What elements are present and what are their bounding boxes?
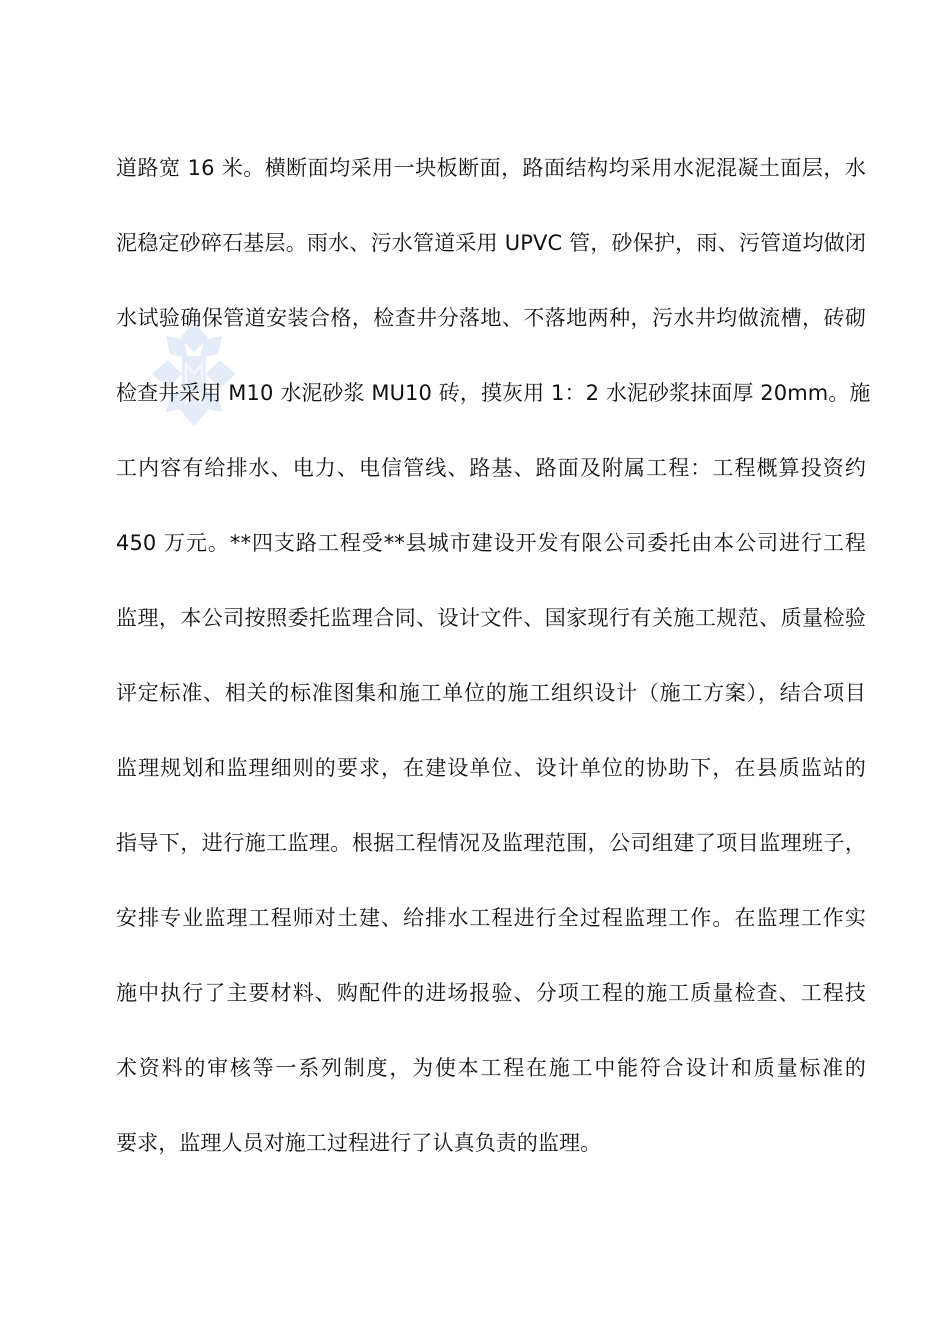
text-line: 450 万元。**四支路工程受**县城市建设开发有限公司委托由本公司进行工程: [116, 531, 866, 555]
text-line: 安排专业监理工程师对土建、给排水工程进行全过程监理工作。在监理工作实: [116, 906, 866, 930]
text-line: 施中执行了主要材料、购配件的进场报验、分项工程的施工质量检查、工程技: [116, 981, 866, 1005]
text-line: 工内容有给排水、电力、电信管线、路基、路面及附属工程：工程概算投资约: [116, 456, 866, 480]
text-line: 泥稳定砂碎石基层。雨水、污水管道采用 UPVC 管，砂保护，雨、污管道均做闭: [116, 231, 866, 255]
text-line: 要求，监理人员对施工过程进行了认真负责的监理。: [116, 1131, 602, 1155]
text-line: 监理，本公司按照委托监理合同、设计文件、国家现行有关施工规范、质量检验: [116, 606, 866, 630]
text-line: 水试验确保管道安装合格，检查井分落地、不落地两种，污水井均做流槽，砖砌: [116, 306, 866, 330]
text-line: 检查井采用 M10 水泥砂浆 MU10 砖，摸灰用 1：2 水泥砂浆抹面厚 20mm。施: [116, 381, 871, 405]
text-line: 监理规划和监理细则的要求，在建设单位、设计单位的协助下，在县质监站的: [116, 756, 866, 780]
text-line: 指导下，进行施工监理。根据工程情况及监理范围，公司组建了项目监理班子，: [116, 831, 866, 855]
text-line: 道路宽 16 米。横断面均采用一块板断面，路面结构均采用水泥混凝土面层，水: [116, 156, 866, 180]
text-line: 评定标准、相关的标准图集和施工单位的施工组织设计（施工方案），结合项目: [116, 681, 866, 705]
body-text: [116, 150, 871, 1200]
text-line: 术资料的审核等一系列制度，为使本工程在施工中能符合设计和质量标准的: [116, 1056, 866, 1080]
